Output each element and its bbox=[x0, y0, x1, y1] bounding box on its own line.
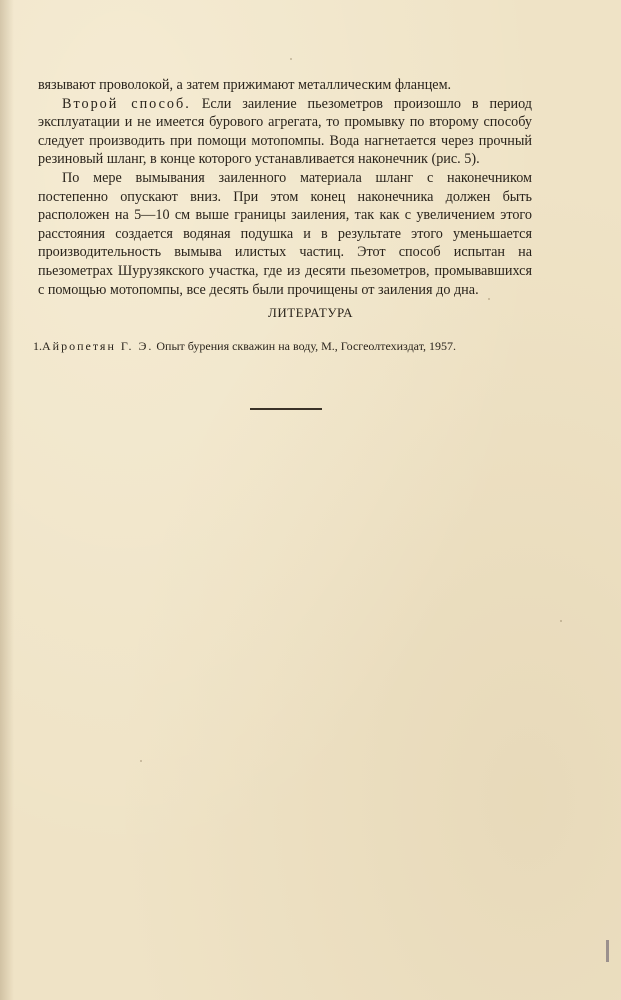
paper-speck bbox=[560, 620, 562, 622]
reference-author: Айропетян Г. Э. bbox=[42, 339, 154, 353]
paragraph-lead-term: Второй способ. bbox=[62, 95, 191, 112]
page-edge-shadow bbox=[0, 0, 14, 1000]
paragraph-continuation: вязывают проволокой, а затем прижимают металлическим фланцем. bbox=[38, 77, 452, 93]
margin-pencil-mark bbox=[606, 940, 609, 962]
paragraph-body: Если заиление пьезометров произошло в период эксплуатации и не имеется бурового агрегата, то промывку по второму способу следует производить при помощи мотопомпы. Вода нагнетается через прочный резиновый шланг, в конце которого устанавливается наконечник (рис. 5). bbox=[38, 95, 533, 168]
paper-speck bbox=[488, 298, 490, 300]
references-heading: ЛИТЕРАТУРА bbox=[268, 305, 353, 320]
paragraph-washing-process: По мере вымывания заиленного материала шланг с наконечником постепенно опускают вниз. При этом конец наконечника должен быть расположен на 5—10 см выше границы заиления, так как с увеличением этого расстояния создается водяная подушка и в результате этого уменьшается производительность вымыва илистых частиц. Этот способ испытан на пьезометрах Шурузякского участка, где из десяти пьезометров, промывавшихся с помощью мотопомпы, все десять были прочищены от заиления до дна. bbox=[38, 169, 532, 298]
paper-speck bbox=[290, 58, 292, 60]
paper-speck bbox=[140, 760, 142, 762]
end-rule-divider bbox=[250, 408, 322, 410]
body-text bbox=[38, 76, 532, 299]
reference-item bbox=[33, 338, 543, 354]
paragraph-second-method bbox=[38, 95, 532, 169]
reference-number: 1. bbox=[33, 339, 42, 353]
reference-details: Опыт бурения скважин на воду, М., Госгеолтехиздат, 1957. bbox=[153, 339, 457, 353]
